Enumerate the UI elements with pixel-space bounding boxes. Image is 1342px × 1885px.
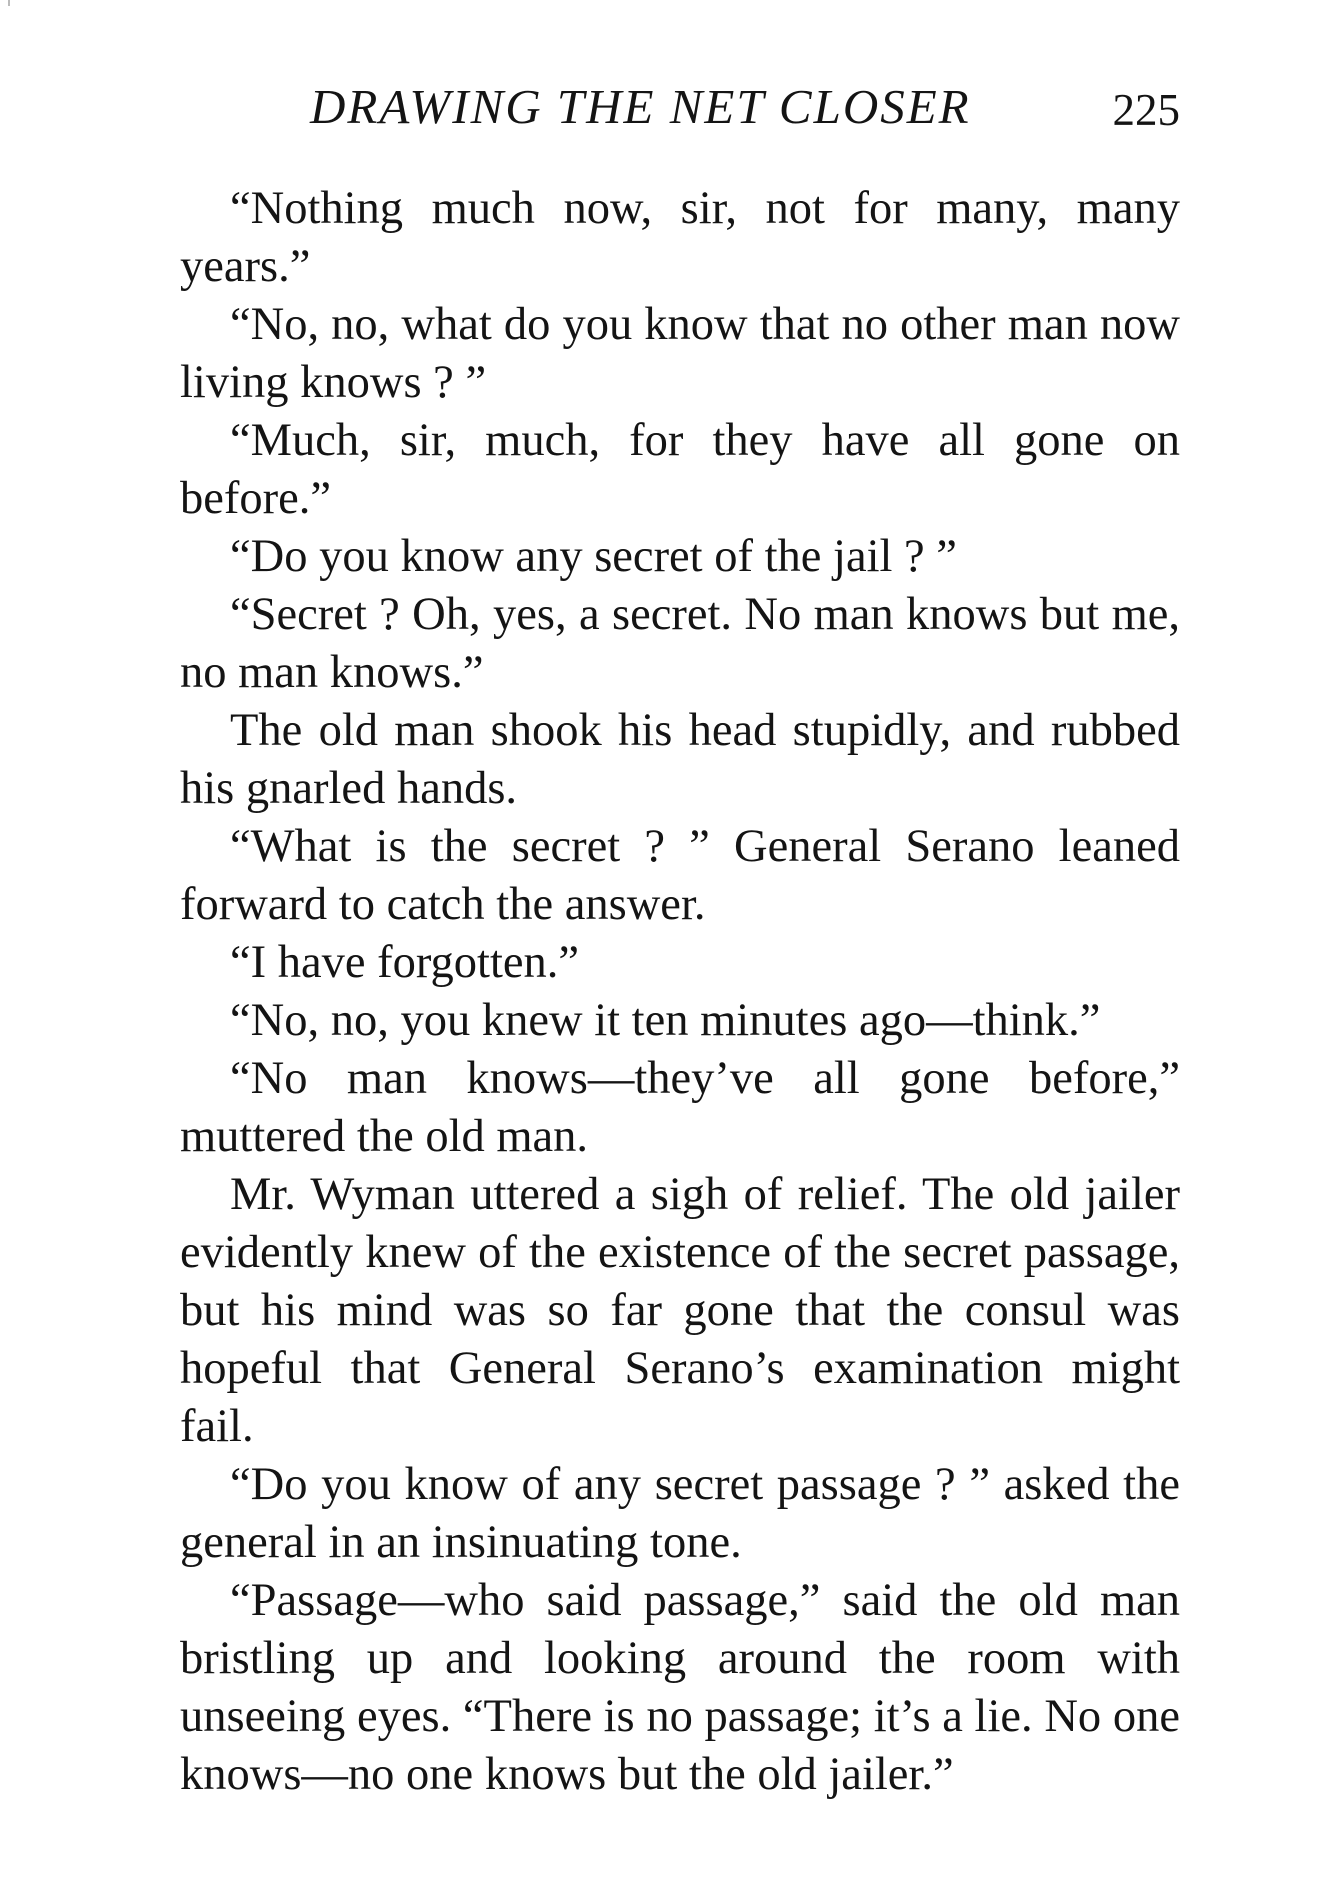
running-title: DRAWING THE NET CLOSER — [310, 79, 971, 134]
paragraph: “Do you know any secret of the jail ? ” — [230, 531, 957, 582]
paragraph: The old man shook his head stupidly, and rubbed his gnarled hands. — [180, 705, 1180, 814]
paragraph: “Nothing much now, sir, not for many, many years.” — [180, 183, 1180, 292]
paragraph: “Much, sir, much, for they have all gone on before.” — [180, 415, 1180, 524]
page-number: 225 — [1112, 85, 1180, 135]
paragraph: Mr. Wyman uttered a sigh of relief. The old jailer evidently knew of the existence of the secret passage, but his mind was so far gone that the consul was hopeful that General Serano’s examination might fail. — [180, 1169, 1180, 1452]
running-head — [180, 78, 1180, 138]
body-text — [180, 180, 1180, 1804]
page-edge-mark — [8, 0, 10, 6]
paragraph: “Secret ? Oh, yes, a secret. No man knows but me, no man knows.” — [180, 589, 1180, 698]
paragraph: “Do you know of any secret passage ? ” asked the general in an insinuating tone. — [180, 1459, 1180, 1568]
paragraph: “Passage—who said passage,” said the old man bristling up and looking around the room with unseeing eyes. “There is no passage; it’s a lie. No one knows—no one knows but the old jailer.” — [180, 1575, 1180, 1800]
paragraph: “What is the secret ? ” General Serano leaned forward to catch the answer. — [180, 821, 1180, 930]
paragraph: “I have forgotten.” — [230, 937, 580, 988]
paragraph: “No, no, what do you know that no other man now living knows ? ” — [180, 299, 1180, 408]
paragraph: “No, no, you knew it ten minutes ago—think.” — [230, 995, 1101, 1046]
paragraph: “No man knows—they’ve all gone before,” muttered the old man. — [180, 1053, 1180, 1162]
